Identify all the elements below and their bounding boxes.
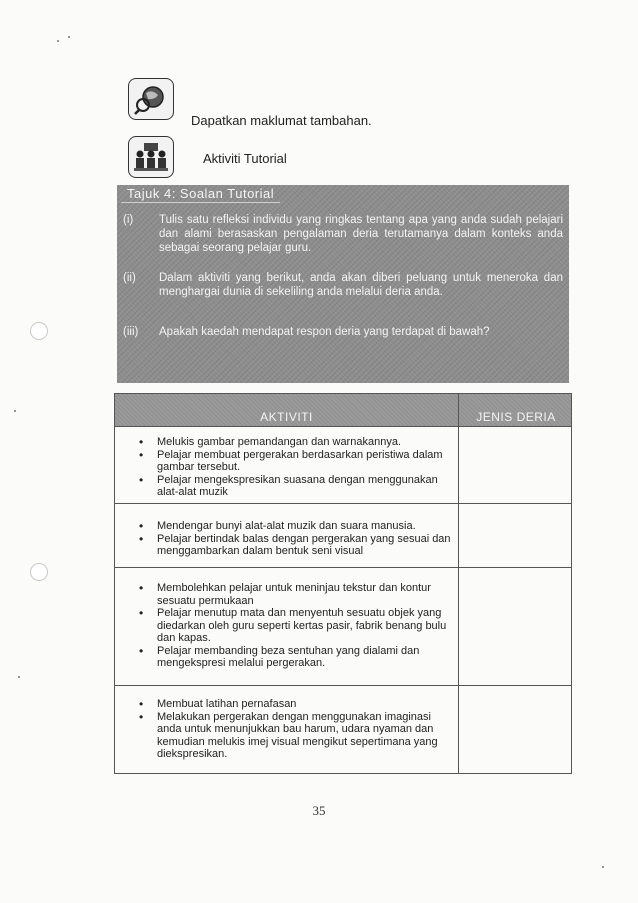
question-number: (iii) [123,326,139,338]
activity-item: • Pelajar mengekspresikan suasana dengan menggunakan alat-alat muzik [137,474,455,499]
activity-heading: Aktiviti Tutorial [203,151,287,166]
question-text: Apakah kaedah mendapat respon deria yang terdapat di bawah? [159,326,490,338]
table-row [115,568,571,686]
tutorial-questions-box [117,185,569,383]
table-row [115,686,571,773]
table-header [115,394,571,427]
activity-list [137,582,455,670]
scan-speck [68,36,70,38]
tutorial-question [123,213,563,255]
activity-item: • Melukis gambar pemandangan dan warnakannya. [137,436,455,449]
tutorial-question [123,271,563,299]
table-row [115,504,571,568]
activity-item: • Membolehkan pelajar untuk meninjau tekstur dan kontur sesuatu permukaan [137,582,455,607]
header-sense-type: JENIS DERIA [476,410,556,424]
question-number: (ii) [123,272,136,284]
activity-item: • Melakukan pergerakan dengan menggunakan imaginasi anda untuk menunjukkan bau harum, udara nyaman dan kemudian melukis imej visual mengikut sepertimana yang diekspresikan. [137,711,455,761]
punch-hole [30,563,48,581]
activity-item: • Pelajar membuat pergerakan berdasarkan peristiwa dalam gambar tersebut. [137,449,455,474]
table-row [115,426,571,504]
group-people-icon [128,136,174,178]
activity-item: • Pelajar menutup mata dan menyentuh sesuatu objek yang diedarkan oleh guru seperti kertas pasir, fabrik benang bulu dan kapas. [137,607,455,645]
activity-item: • Membuat latihan pernafasan [137,698,455,711]
activity-sense-table [114,393,572,774]
page-number: 35 [312,803,326,818]
magnifier-globe-icon [128,78,174,120]
question-text: Tulis satu refleksi individu yang ringkas tentang apa yang anda sudah pelajari dan alami berasaskan pengalaman deria terutamanya dalam konteks anda sebagai seorang pelajar guru. [159,214,563,254]
activity-item: • Mendengar bunyi alat-alat muzik dan suara manusia. [137,520,455,533]
scan-speck [14,410,16,412]
activity-list [137,520,455,558]
activity-list [137,436,455,499]
question-number: (i) [123,214,134,226]
scan-speck [18,676,20,678]
punch-hole [30,322,48,340]
activity-list [137,698,455,761]
header-activity: AKTIVITI [260,410,313,424]
question-text: Dalam aktiviti yang berikut, anda akan diberi peluang untuk meneroka dan menghargai dunia di sekeliling anda melalui deria anda. [159,272,563,298]
info-heading: Dapatkan maklumat tambahan. [191,113,372,128]
column-divider [458,394,459,773]
scan-speck [602,866,604,868]
activity-item: • Pelajar bertindak balas dengan pergerakan yang sesuai dan menggambarkan dalam bentuk seni visual [137,533,455,558]
tutorial-question [123,325,563,339]
tutorial-title: Tajuk 4: Soalan Tutorial [121,186,280,203]
scan-speck [57,40,59,42]
activity-item: • Pelajar membanding beza sentuhan yang dialami dan mengekspresi melalui pergerakan. [137,645,455,670]
